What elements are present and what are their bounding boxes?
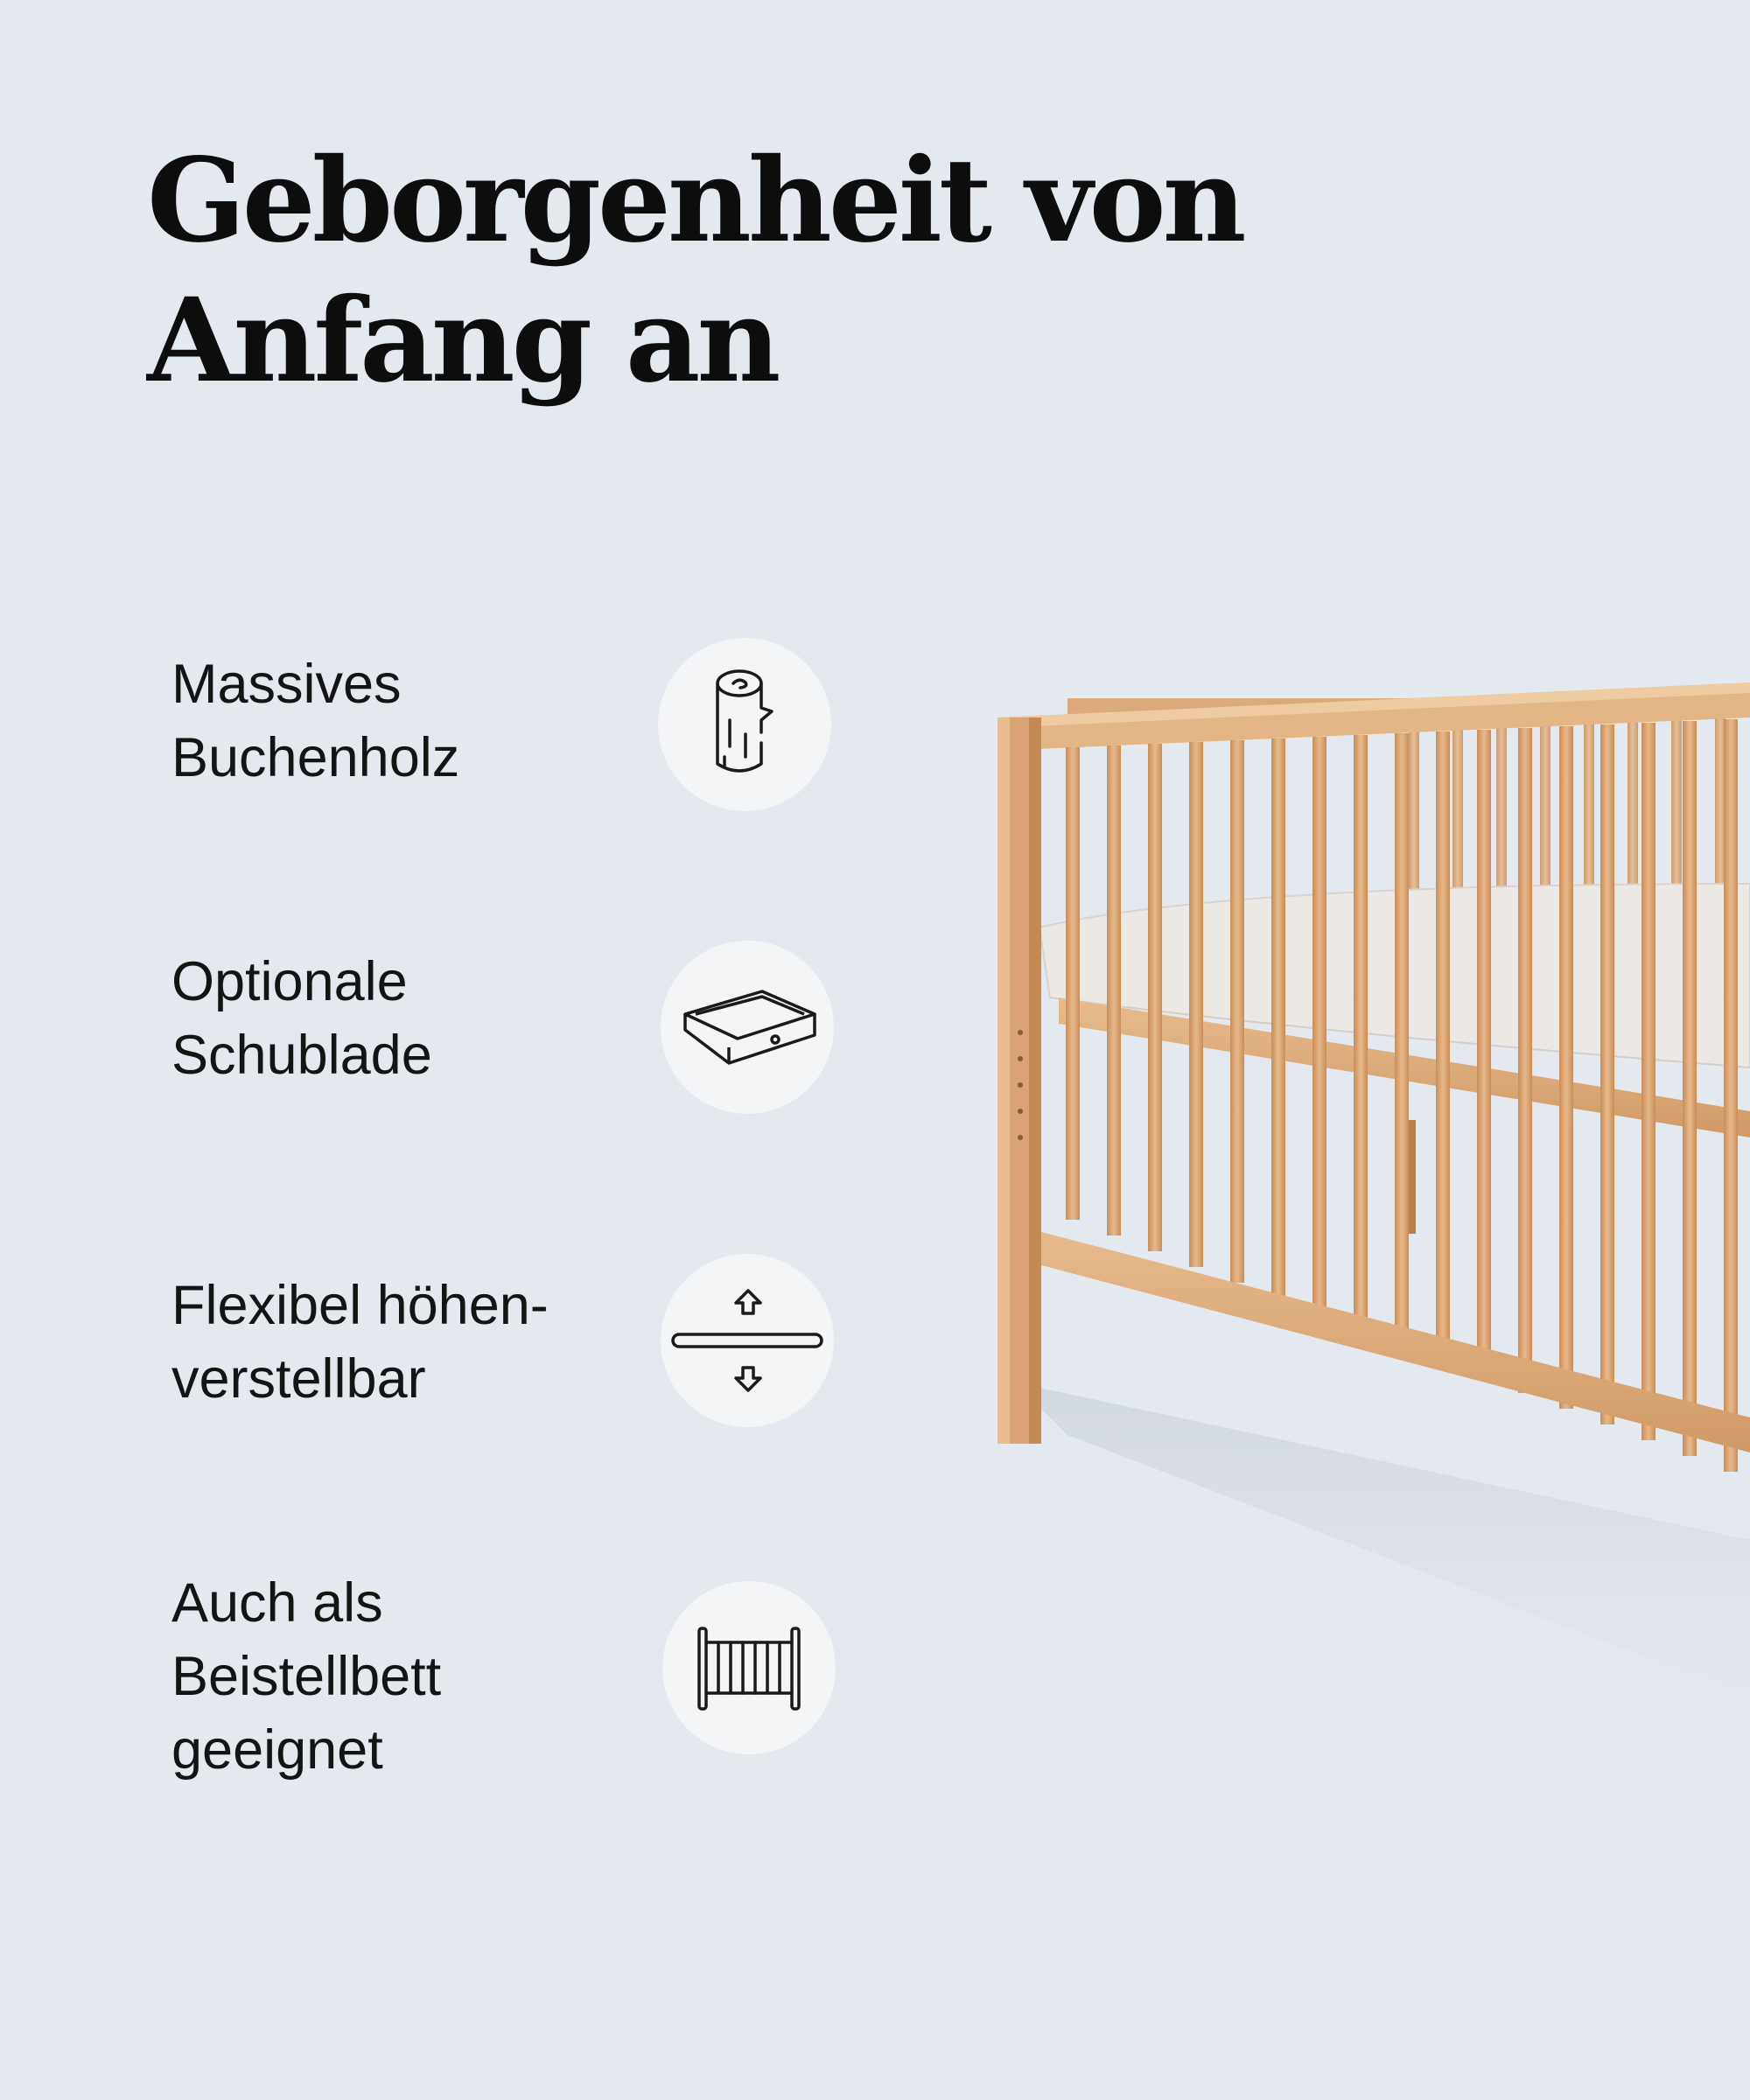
feature-label-line: verstellbar <box>172 1348 426 1410</box>
feature-label-line: Optionale <box>172 951 408 1012</box>
feature-label-height-adjustable <box>172 1269 549 1416</box>
feature-label-line: Flexibel höhen- <box>172 1275 549 1336</box>
feature-label-line: Massives <box>172 654 402 715</box>
feature-label-line: Beistellbett <box>172 1646 442 1707</box>
page-title-line-2: Anfang an <box>147 273 778 409</box>
page-title-line-1: Geborgenheit von <box>147 133 1243 269</box>
feature-icon-circle <box>662 1581 836 1754</box>
crib-product-image <box>962 665 1750 1715</box>
feature-label-solid-beech <box>172 648 459 794</box>
wood-log-icon <box>658 638 831 811</box>
feature-label-line: Auch als <box>172 1572 383 1634</box>
feature-icon-circle <box>661 1254 834 1427</box>
feature-label-bedside-crib <box>172 1566 441 1787</box>
feature-label-line: Schublade <box>172 1025 432 1086</box>
crib-floor-shadow <box>1015 1382 1750 1698</box>
height-adjust-icon <box>661 1254 834 1427</box>
feature-label-line: geeignet <box>172 1719 383 1781</box>
feature-icon-circle <box>658 638 831 811</box>
feature-label-line: Buchenholz <box>172 727 460 788</box>
drawer-icon <box>661 941 834 1114</box>
feature-icon-circle <box>661 941 834 1114</box>
crib-icon <box>662 1581 836 1754</box>
page-title <box>147 131 1243 411</box>
feature-label-optional-drawer <box>172 945 432 1092</box>
